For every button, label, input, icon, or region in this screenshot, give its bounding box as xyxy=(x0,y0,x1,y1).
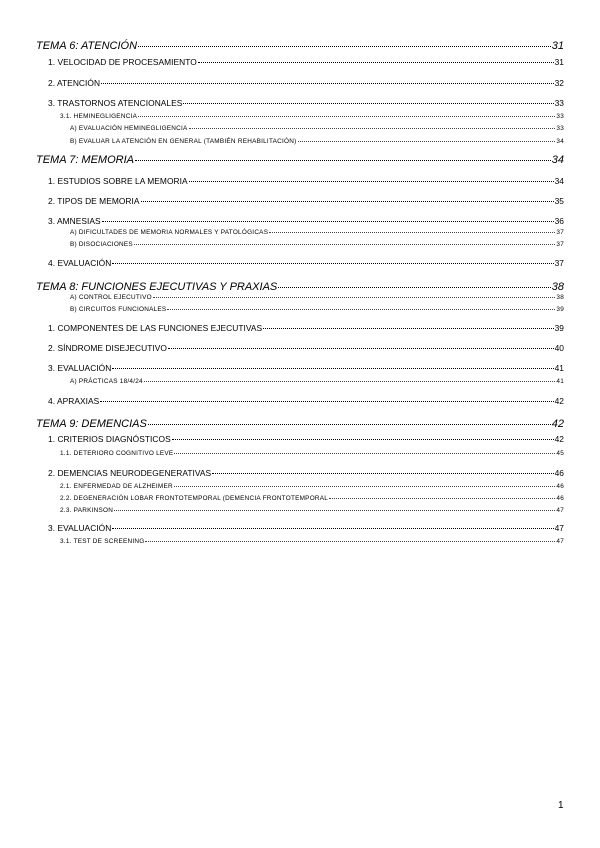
toc-entry[interactable] xyxy=(70,305,564,313)
toc-chapter-entry[interactable] xyxy=(36,416,564,430)
toc-entry[interactable] xyxy=(60,449,564,457)
toc-entry[interactable] xyxy=(48,468,564,478)
toc-entry-label: 2. ATENCIÓN xyxy=(48,78,101,89)
toc-entry-page: 40 xyxy=(554,343,564,354)
toc-chapter-entry[interactable] xyxy=(36,279,564,293)
dot-leader xyxy=(102,216,554,224)
toc-entry[interactable] xyxy=(70,137,564,145)
toc-entry-page: 39 xyxy=(554,323,564,334)
dot-leader xyxy=(134,240,555,246)
dot-leader xyxy=(329,494,555,500)
toc-entry-label: 2. DEMENCIAS NEURODEGENERATIVAS xyxy=(48,468,212,479)
dot-leader xyxy=(189,124,556,130)
toc-entry-label: 3. AMNESIAS xyxy=(48,216,101,227)
toc-entry-page: 32 xyxy=(554,78,564,89)
toc-chapter-entry[interactable] xyxy=(36,152,564,166)
toc-entry[interactable] xyxy=(60,494,564,502)
toc-entry-page: 42 xyxy=(554,434,564,445)
dot-leader xyxy=(269,228,555,234)
toc-entry[interactable] xyxy=(70,124,564,132)
toc-entry[interactable] xyxy=(48,196,564,206)
dot-leader xyxy=(298,137,556,143)
dot-leader xyxy=(138,38,551,49)
toc-entry-label: TEMA 7: MEMORIA xyxy=(36,154,134,166)
toc-entry-label: 2. SÍNDROME DISEJECUTIVO xyxy=(48,343,167,354)
toc-entry[interactable] xyxy=(48,363,564,373)
toc-entry-page: 33 xyxy=(556,125,564,133)
toc-entry-page: 46 xyxy=(554,468,564,479)
toc-entry-label: 3.1. HEMINEGLIGENCIA xyxy=(60,113,138,121)
dot-leader xyxy=(168,343,554,351)
dot-leader xyxy=(167,305,555,311)
toc-entry-page: 31 xyxy=(551,40,564,52)
toc-entry[interactable] xyxy=(70,228,564,236)
toc-entry[interactable] xyxy=(48,216,564,226)
dot-leader xyxy=(183,98,553,106)
toc-entry-page: 35 xyxy=(554,196,564,207)
toc-entry-page: 47 xyxy=(556,538,564,546)
dot-leader xyxy=(278,279,551,290)
toc-entry-label: 3. TRASTORNOS ATENCIONALES xyxy=(48,98,183,109)
dot-leader xyxy=(153,293,556,299)
toc-entry-page: 31 xyxy=(554,57,564,68)
toc-entry[interactable] xyxy=(48,396,564,406)
dot-leader xyxy=(101,78,554,86)
dot-leader xyxy=(141,196,554,204)
toc-entry[interactable] xyxy=(48,176,564,186)
toc-entry-page: 47 xyxy=(554,523,564,534)
toc-entry-page: 33 xyxy=(554,98,564,109)
toc-entry[interactable] xyxy=(48,98,564,108)
toc-entry-page: 37 xyxy=(556,241,564,249)
toc-entry-label: A) EVALUACIÓN HEMINEGLIGENCIA xyxy=(70,125,188,133)
toc-entry[interactable] xyxy=(70,293,564,301)
toc-entry-label: 3.1. TEST DE SCREENING xyxy=(60,538,145,546)
toc-entry-label: 4. APRAXIAS xyxy=(48,396,100,407)
toc-entry-page: 46 xyxy=(556,495,564,503)
toc-entry[interactable] xyxy=(70,377,564,385)
toc-entry-page: 38 xyxy=(556,294,564,302)
toc-entry-label: 3. EVALUACIÓN xyxy=(48,523,112,534)
toc-entry-page: 36 xyxy=(554,216,564,227)
toc-entry-page: 41 xyxy=(556,378,564,386)
toc-entry-label: TEMA 8: FUNCIONES EJECUTIVAS Y PRAXIAS xyxy=(36,281,278,293)
toc-entry[interactable] xyxy=(48,323,564,333)
dot-leader xyxy=(174,449,555,455)
dot-leader xyxy=(138,112,555,118)
toc-entry-page: 39 xyxy=(556,306,564,314)
toc-entry[interactable] xyxy=(48,258,564,268)
toc-entry[interactable] xyxy=(60,537,564,545)
toc-entry-label: B) CIRCUITOS FUNCIONALES xyxy=(70,306,167,314)
toc-entry[interactable] xyxy=(60,482,564,490)
toc-entry-label: 1. COMPONENTES DE LAS FUNCIONES EJECUTIVAS xyxy=(48,323,263,334)
toc-entry-label: 4. EVALUACIÓN xyxy=(48,258,112,269)
toc-entry-page: 37 xyxy=(554,258,564,269)
toc-entry[interactable] xyxy=(60,506,564,514)
toc-entry-page: 34 xyxy=(551,154,564,166)
toc-entry-label: A) PRÁCTICAS 18/4/24 xyxy=(70,378,143,386)
dot-leader xyxy=(148,416,551,427)
toc-entry-label: 1. CRITERIOS DIAGNÓSTICOS xyxy=(48,434,171,445)
toc-entry-page: 33 xyxy=(556,113,564,121)
toc-entry-label: A) CONTROL EJECUTIVO xyxy=(70,294,152,302)
toc-entry-page: 41 xyxy=(554,363,564,374)
toc-entry-page: 37 xyxy=(556,229,564,237)
page-number: 1 xyxy=(558,800,564,811)
toc-entry[interactable] xyxy=(70,240,564,248)
toc-entry[interactable] xyxy=(48,343,564,353)
toc-entry-page: 45 xyxy=(556,450,564,458)
dot-leader xyxy=(172,434,554,442)
dot-leader xyxy=(263,323,553,331)
dot-leader xyxy=(114,506,555,512)
toc-entry[interactable] xyxy=(48,57,564,67)
toc-entry-page: 34 xyxy=(556,138,564,146)
toc-entry-label: 2.1. ENFERMEDAD DE ALZHEIMER xyxy=(60,483,173,491)
dot-leader xyxy=(145,537,555,543)
toc-entry-label: 1. ESTUDIOS SOBRE LA MEMORIA xyxy=(48,176,188,187)
toc-entry-label: TEMA 9: DEMENCIAS xyxy=(36,418,147,430)
dot-leader xyxy=(174,482,556,488)
toc-entry-label: TEMA 6: ATENCIÓN xyxy=(36,40,138,52)
toc-entry-label: 1. VELOCIDAD DE PROCESAMIENTO xyxy=(48,57,197,68)
toc-entry-label: 3. EVALUACIÓN xyxy=(48,363,112,374)
toc-entry-page: 46 xyxy=(556,483,564,491)
dot-leader xyxy=(144,377,556,383)
dot-leader xyxy=(212,468,553,476)
toc-entry[interactable] xyxy=(60,112,564,120)
dot-leader xyxy=(198,57,554,65)
toc-entry-label: 1.1. DETERIORO COGNITIVO LEVE xyxy=(60,450,174,458)
toc-entry-page: 42 xyxy=(551,418,564,430)
toc-entry-label: 2. TIPOS DE MEMORIA xyxy=(48,196,140,207)
toc-entry-page: 34 xyxy=(554,176,564,187)
toc-entry-page: 47 xyxy=(556,507,564,515)
toc-entry-label: A) DIFICULTADES DE MEMORIA NORMALES Y PATOLÓGICAS xyxy=(70,229,269,237)
toc-entry[interactable] xyxy=(48,434,564,444)
dot-leader xyxy=(100,396,553,404)
toc-entry-page: 42 xyxy=(554,396,564,407)
toc-entry-label: B) EVALUAR LA ATENCIÓN EN GENERAL (TAMBIÉN REHABILITACIÓN) xyxy=(70,138,297,146)
dot-leader xyxy=(135,152,551,163)
dot-leader xyxy=(112,363,553,371)
toc-entry-label: 2.2. DEGENERACIÓN LOBAR FRONTOTEMPORAL (DEMENCIA FRONTOTEMPORAL xyxy=(60,495,329,503)
dot-leader xyxy=(112,258,553,266)
dot-leader xyxy=(189,176,554,184)
toc-entry[interactable] xyxy=(48,523,564,533)
toc-entry-label: B) DISOCIACIONES xyxy=(70,241,133,249)
toc-chapter-entry[interactable] xyxy=(36,38,564,52)
dot-leader xyxy=(112,523,553,531)
toc-entry[interactable] xyxy=(48,78,564,88)
toc-entry-page: 38 xyxy=(551,281,564,293)
toc-entry-label: 2.3. PARKINSON xyxy=(60,507,114,515)
